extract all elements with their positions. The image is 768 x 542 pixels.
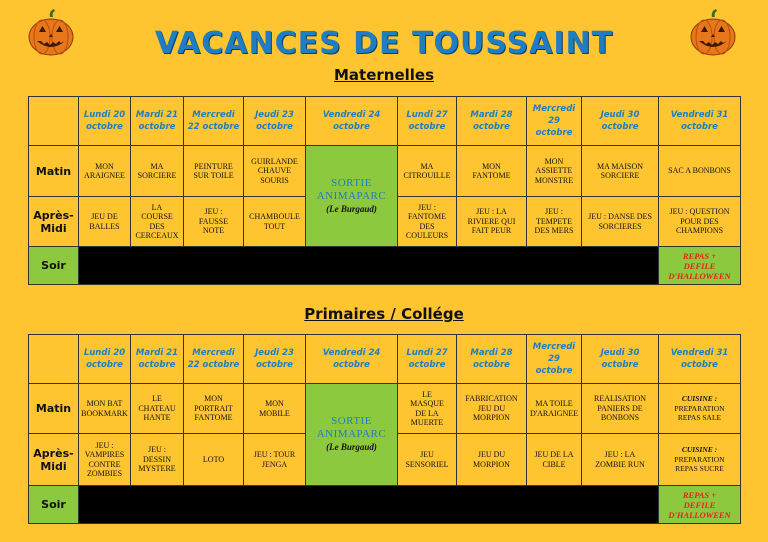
day-header: Mardi 28 octobre bbox=[457, 335, 527, 384]
sortie-cell: SORTIE ANIMAPARC (Le Burgaud) bbox=[306, 146, 398, 247]
activity-cell: JEU : FAUSSE NOTE bbox=[184, 197, 244, 247]
activity-cell: JEU DE LA CIBLE bbox=[527, 434, 582, 486]
row-label-apres-midi: Après- Midi bbox=[29, 197, 79, 247]
activity-cell: MON PORTRAIT FANTOME bbox=[184, 384, 244, 434]
activity-cell: JEU : VAMPIRES CONTRE ZOMBIES bbox=[79, 434, 131, 486]
activity-cell: MON ASSIETTE MONSTRE bbox=[527, 146, 582, 197]
day-header: Mardi 28 octobre bbox=[457, 97, 527, 146]
activity-cell: JEU : QUESTION POUR DES CHAMPIONS bbox=[659, 197, 741, 247]
row-label-soir: Soir bbox=[29, 247, 79, 285]
repas-cell: REPAS + DEFILE D'HALLOWEEN bbox=[659, 247, 741, 285]
activity-cell: MA TOILE D'ARAIGNEE bbox=[527, 384, 582, 434]
day-header: Lundi 20 octobre bbox=[79, 97, 131, 146]
day-header: Jeudi 23 octobre bbox=[244, 335, 306, 384]
soir-empty-cell bbox=[79, 486, 659, 524]
section-title-primaires: Primaires / Collége bbox=[304, 305, 464, 323]
day-header: Mercredi 29 octobre bbox=[527, 97, 582, 146]
activity-cell: JEU DU MORPION bbox=[457, 434, 527, 486]
activity-cell: JEU DE BALLES bbox=[79, 197, 131, 247]
activity-cell: JEU : TOUR JENGA bbox=[244, 434, 306, 486]
activity-cell: JEU : DESSIN MYSTERE bbox=[131, 434, 184, 486]
header-row bbox=[29, 97, 741, 146]
day-header: Jeudi 23 octobre bbox=[244, 97, 306, 146]
activity-cell: MA CITROUILLE bbox=[398, 146, 457, 197]
day-header: Mardi 21 octobre bbox=[131, 97, 184, 146]
row-soir bbox=[29, 247, 741, 285]
day-header: Jeudi 30 octobre bbox=[582, 97, 659, 146]
activity-cell: JEU : LA ZOMBIE RUN bbox=[582, 434, 659, 486]
activity-cell: CUISINE : PREPARATION REPAS SUCRE bbox=[659, 434, 741, 486]
activity-cell: CHAMBOULE TOUT bbox=[244, 197, 306, 247]
activity-cell: JEU : LA RIVIERE QUI FAIT PEUR bbox=[457, 197, 527, 247]
day-header: Vendredi 31 octobre bbox=[659, 97, 741, 146]
day-header: Mercredi 22 octobre bbox=[184, 97, 244, 146]
header-corner bbox=[29, 97, 79, 146]
activity-cell: LOTO bbox=[184, 434, 244, 486]
activity-cell: JEU SENSORIEL bbox=[398, 434, 457, 486]
schedule-table-primaires bbox=[28, 334, 741, 524]
header-corner bbox=[29, 335, 79, 384]
row-label-apres-midi: Après- Midi bbox=[29, 434, 79, 486]
section-title-maternelles: Maternelles bbox=[333, 66, 435, 84]
row-label-matin: Matin bbox=[29, 146, 79, 197]
activity-cell: CUISINE : PREPARATION REPAS SALE bbox=[659, 384, 741, 434]
activity-cell: PEINTURE SUR TOILE bbox=[184, 146, 244, 197]
schedule-table-maternelles bbox=[28, 96, 741, 285]
activity-cell: JEU : DANSE DES SORCIERES bbox=[582, 197, 659, 247]
day-header: Mercredi 22 octobre bbox=[184, 335, 244, 384]
activity-cell: LE MASQUE DE LA MUERTE bbox=[398, 384, 457, 434]
soir-empty-cell bbox=[79, 247, 659, 285]
repas-cell: REPAS + DEFILE D'HALLOWEEN bbox=[659, 486, 741, 524]
activity-cell: LE CHATEAU HANTE bbox=[131, 384, 184, 434]
header-row bbox=[29, 335, 741, 384]
day-header: Lundi 20 octobre bbox=[79, 335, 131, 384]
page-title: VACANCES DE TOUSSAINT bbox=[154, 26, 614, 61]
activity-cell: MON BAT BOOKMARK bbox=[79, 384, 131, 434]
activity-cell: MON ARAIGNEE bbox=[79, 146, 131, 197]
day-header: Lundi 27 octobre bbox=[398, 97, 457, 146]
day-header: Mardi 21 octobre bbox=[131, 335, 184, 384]
row-matin bbox=[29, 146, 741, 197]
day-header: Jeudi 30 octobre bbox=[582, 335, 659, 384]
day-header: Mercredi 29 octobre bbox=[527, 335, 582, 384]
row-soir bbox=[29, 486, 741, 524]
day-header: Lundi 27 octobre bbox=[398, 335, 457, 384]
activity-cell: FABRICATION JEU DU MORPION bbox=[457, 384, 527, 434]
day-header: Vendredi 31 octobre bbox=[659, 335, 741, 384]
activity-cell: SAC A BONBONS bbox=[659, 146, 741, 197]
row-matin bbox=[29, 384, 741, 434]
activity-cell: MON FANTOME bbox=[457, 146, 527, 197]
row-label-matin: Matin bbox=[29, 384, 79, 434]
activity-cell: MON MOBILE bbox=[244, 384, 306, 434]
day-header: Vendredi 24 octobre bbox=[306, 335, 398, 384]
activity-cell: LA COURSE DES CERCEAUX bbox=[131, 197, 184, 247]
activity-cell: MA SORCIERE bbox=[131, 146, 184, 197]
activity-cell: REALISATION PANIERS DE BONBONS bbox=[582, 384, 659, 434]
day-header: Vendredi 24 octobre bbox=[306, 97, 398, 146]
activity-cell: MA MAISON SORCIERE bbox=[582, 146, 659, 197]
activity-cell: GUIRLANDE CHAUVE SOURIS bbox=[244, 146, 306, 197]
row-label-soir: Soir bbox=[29, 486, 79, 524]
sortie-cell: SORTIE ANIMAPARC (Le Burgaud) bbox=[306, 384, 398, 486]
activity-cell: JEU : FANTOME DES COULEURS bbox=[398, 197, 457, 247]
activity-cell: JEU : TEMPETE DES MERS bbox=[527, 197, 582, 247]
